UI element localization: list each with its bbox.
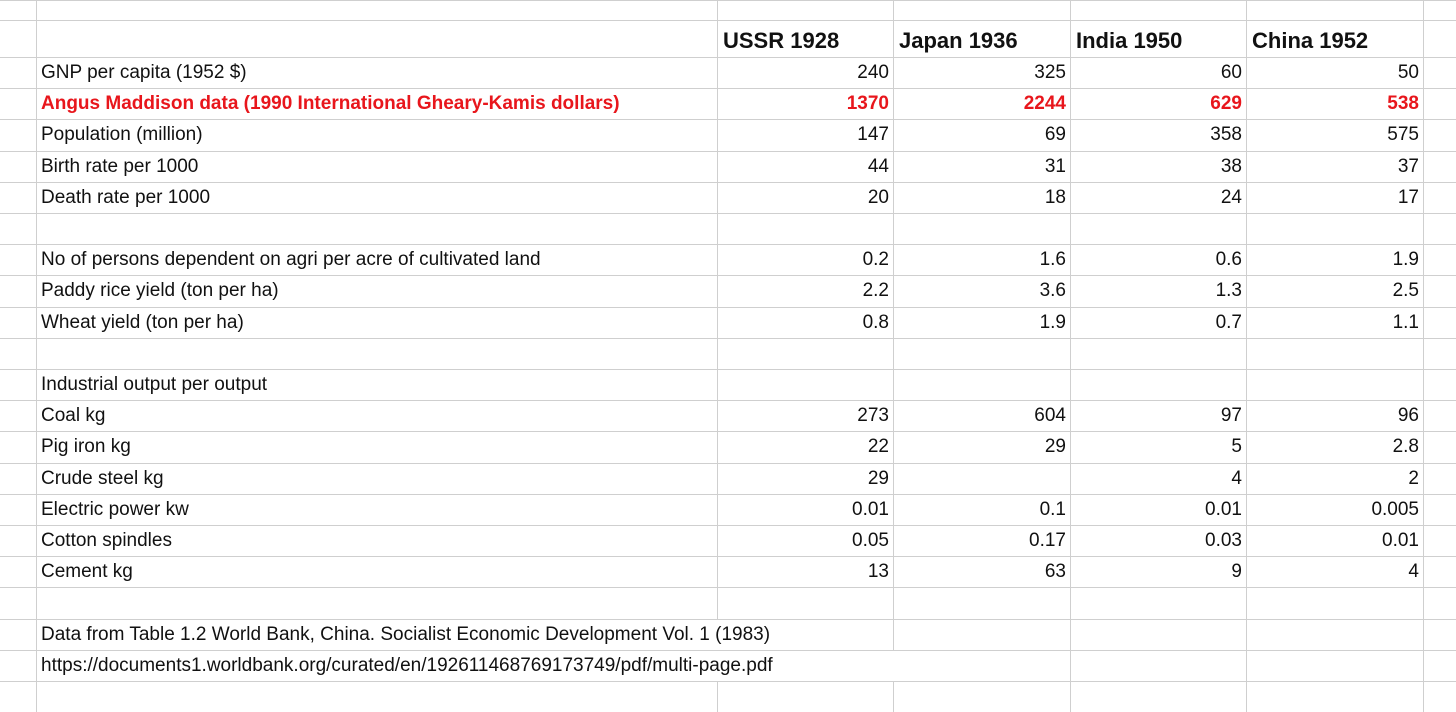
data-cell[interactable]: 24 <box>1220 187 1242 208</box>
data-cell[interactable]: 63 <box>1044 561 1066 582</box>
data-cell[interactable]: 29 <box>1044 436 1066 457</box>
data-cell[interactable]: 31 <box>1044 156 1066 177</box>
data-cell[interactable]: 20 <box>867 187 889 208</box>
data-cell[interactable]: 0.17 <box>1029 530 1066 551</box>
data-cell[interactable]: 29 <box>867 468 889 489</box>
data-cell[interactable]: 1.3 <box>1215 280 1242 301</box>
grid-row-line <box>0 0 1456 1</box>
data-cell[interactable] <box>717 338 889 369</box>
data-cell[interactable]: 17 <box>1397 187 1419 208</box>
footer-note[interactable]: https://documents1.worldbank.org/curated/en/192611468769173749/pdf/multi-page.pdf <box>41 655 773 676</box>
data-cell[interactable]: 0.8 <box>862 312 889 333</box>
data-cell[interactable] <box>1070 587 1242 618</box>
data-cell[interactable] <box>1246 587 1419 618</box>
grid-column-line <box>36 0 37 712</box>
row-label[interactable]: Birth rate per 1000 <box>41 156 199 177</box>
data-cell[interactable]: 2244 <box>1023 93 1066 114</box>
data-cell[interactable] <box>893 213 1066 244</box>
row-label[interactable]: Coal kg <box>41 405 106 426</box>
row-label[interactable]: Electric power kw <box>41 499 189 520</box>
row-label[interactable]: GNP per capita (1952 $) <box>41 62 247 83</box>
grid-row-line <box>0 20 1456 21</box>
column-header-2[interactable]: India 1950 <box>1076 28 1183 53</box>
data-cell[interactable] <box>1246 213 1419 244</box>
data-cell[interactable]: 22 <box>867 436 889 457</box>
data-cell[interactable]: 0.6 <box>1215 249 1242 270</box>
data-cell[interactable]: 5 <box>1231 436 1242 457</box>
data-cell[interactable] <box>1070 369 1242 400</box>
data-cell[interactable]: 325 <box>1034 62 1066 83</box>
data-cell[interactable]: 60 <box>1220 62 1242 83</box>
data-cell[interactable] <box>893 587 1066 618</box>
data-cell[interactable]: 44 <box>867 156 889 177</box>
data-cell[interactable] <box>1070 338 1242 369</box>
row-label[interactable]: Pig iron kg <box>41 436 131 457</box>
data-cell[interactable]: 0.7 <box>1215 312 1242 333</box>
data-cell[interactable]: 604 <box>1034 405 1066 426</box>
data-cell[interactable]: 9 <box>1231 561 1242 582</box>
data-cell[interactable]: 0.1 <box>1039 499 1066 520</box>
data-cell[interactable] <box>1246 338 1419 369</box>
data-cell[interactable]: 0.05 <box>852 530 889 551</box>
data-cell[interactable] <box>717 587 889 618</box>
row-label[interactable]: Death rate per 1000 <box>41 187 211 208</box>
data-cell[interactable]: 240 <box>857 62 889 83</box>
data-cell[interactable]: 0.03 <box>1205 530 1242 551</box>
row-label[interactable]: Crude steel kg <box>41 468 164 489</box>
data-cell[interactable]: 50 <box>1397 62 1419 83</box>
data-cell[interactable]: 96 <box>1397 405 1419 426</box>
data-cell[interactable] <box>717 369 889 400</box>
data-cell[interactable]: 575 <box>1387 124 1419 145</box>
data-cell[interactable]: 1.1 <box>1392 312 1419 333</box>
data-cell[interactable]: 4 <box>1231 468 1242 489</box>
data-cell[interactable]: 97 <box>1220 405 1242 426</box>
data-cell[interactable] <box>893 338 1066 369</box>
grid-column-line <box>1423 0 1424 712</box>
data-cell[interactable]: 629 <box>1210 93 1242 114</box>
data-cell[interactable]: 0.2 <box>862 249 889 270</box>
data-cell[interactable]: 0.01 <box>1205 499 1242 520</box>
row-label[interactable]: Wheat yield (ton per ha) <box>41 312 244 333</box>
data-cell[interactable]: 13 <box>867 561 889 582</box>
row-label[interactable]: Population (million) <box>41 124 203 145</box>
data-cell[interactable]: 0.01 <box>852 499 889 520</box>
data-cell[interactable]: 273 <box>857 405 889 426</box>
data-cell[interactable]: 37 <box>1397 156 1419 177</box>
column-header-0[interactable]: USSR 1928 <box>723 28 840 53</box>
data-cell[interactable]: 2.8 <box>1392 436 1419 457</box>
data-cell[interactable] <box>1070 213 1242 244</box>
column-header-1[interactable]: Japan 1936 <box>899 28 1018 53</box>
data-cell[interactable]: 147 <box>857 124 889 145</box>
data-cell[interactable] <box>717 213 889 244</box>
data-cell[interactable]: 1370 <box>846 93 889 114</box>
data-cell[interactable]: 0.005 <box>1371 499 1419 520</box>
data-cell[interactable]: 2.2 <box>862 280 889 301</box>
data-cell[interactable] <box>1246 369 1419 400</box>
column-header-3[interactable]: China 1952 <box>1252 28 1369 53</box>
data-cell[interactable]: 4 <box>1408 561 1419 582</box>
data-cell[interactable]: 2 <box>1408 468 1419 489</box>
data-cell[interactable]: 69 <box>1044 124 1066 145</box>
row-label[interactable]: No of persons dependent on agri per acre of cultivated land <box>41 249 541 270</box>
row-label[interactable]: Cotton spindles <box>41 530 172 551</box>
data-cell[interactable]: 1.6 <box>1039 249 1066 270</box>
data-cell[interactable]: 1.9 <box>1039 312 1066 333</box>
row-label[interactable]: Cement kg <box>41 561 133 582</box>
data-cell[interactable] <box>893 463 1066 494</box>
data-cell[interactable]: 3.6 <box>1039 280 1066 301</box>
data-cell[interactable]: 538 <box>1387 93 1419 114</box>
data-cell[interactable]: 1.9 <box>1392 249 1419 270</box>
data-cell[interactable]: 358 <box>1210 124 1242 145</box>
grid-row-line <box>0 681 1456 682</box>
data-cell[interactable]: 18 <box>1044 187 1066 208</box>
data-cell[interactable]: 2.5 <box>1392 280 1419 301</box>
footer-note[interactable]: Data from Table 1.2 World Bank, China. Socialist Economic Development Vol. 1 (1983) <box>41 624 771 645</box>
row-label[interactable]: Paddy rice yield (ton per ha) <box>41 280 279 301</box>
data-cell[interactable]: 0.01 <box>1382 530 1419 551</box>
row-label[interactable]: Angus Maddison data (1990 International Gheary-Kamis dollars) <box>41 93 620 114</box>
row-label[interactable]: Industrial output per output <box>41 374 268 395</box>
data-cell[interactable] <box>893 369 1066 400</box>
data-cell[interactable]: 38 <box>1220 156 1242 177</box>
